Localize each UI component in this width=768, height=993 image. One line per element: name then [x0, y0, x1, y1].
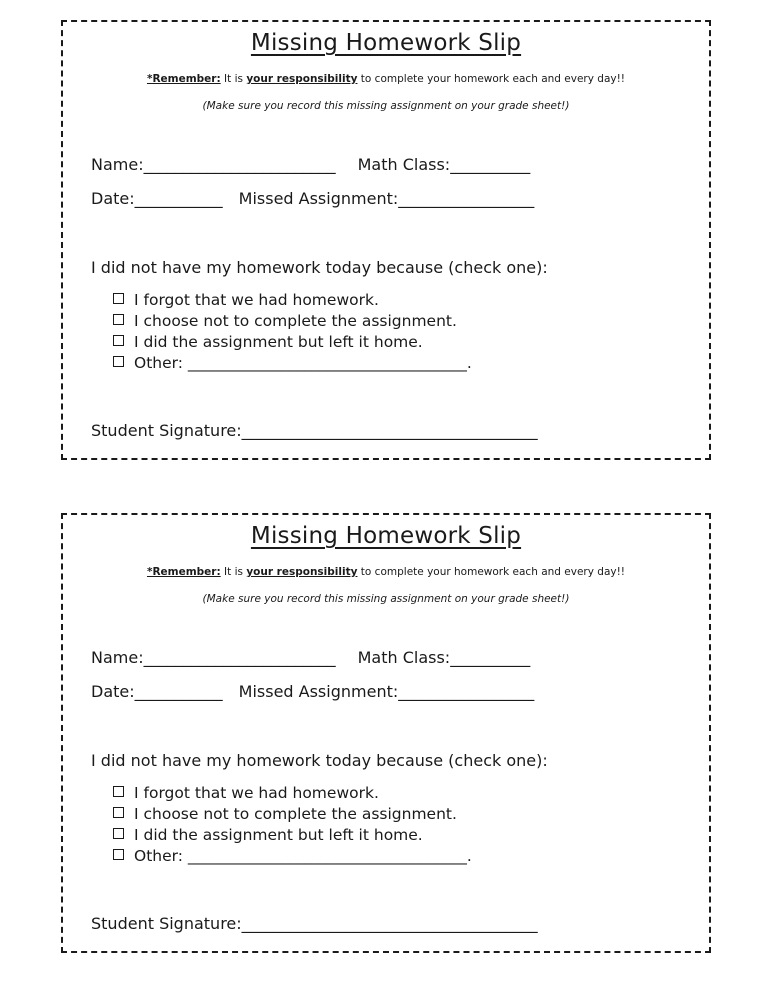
option-label: I did the assignment but left it home.	[134, 826, 423, 844]
date-assignment-row	[91, 682, 534, 701]
reason-options	[113, 783, 472, 867]
option-label: Other: ____________________________________.	[134, 847, 472, 865]
option-label: Other: ____________________________________.	[134, 354, 472, 372]
remember-emphasis: your responsibility	[246, 566, 358, 578]
grade-sheet-note: (Make sure you record this missing assignment on your grade sheet!)	[202, 593, 570, 605]
signature-field[interactable]: Student Signature:_____________________________________	[91, 421, 538, 440]
option-left-home[interactable]	[113, 332, 472, 353]
remember-label: *Remember:	[146, 566, 221, 578]
option-label: I forgot that we had homework.	[134, 784, 379, 802]
remember-line	[63, 566, 709, 578]
checkbox[interactable]	[113, 807, 124, 818]
date-assignment-row	[91, 189, 534, 208]
reason-prompt: I did not have my homework today because (check one):	[91, 751, 548, 770]
reason-prompt: I did not have my homework today because (check one):	[91, 258, 548, 277]
option-choose-not[interactable]	[113, 804, 472, 825]
remember-emphasis: your responsibility	[246, 73, 358, 85]
remember-label: *Remember:	[146, 73, 221, 85]
name-field[interactable]: Name:________________________	[91, 155, 336, 174]
name-field[interactable]: Name:________________________	[91, 648, 336, 667]
missed-assignment-field[interactable]: Missed Assignment:_________________	[238, 682, 535, 701]
date-field[interactable]: Date:___________	[91, 189, 223, 208]
missed-assignment-field[interactable]: Missed Assignment:_________________	[238, 189, 535, 208]
reason-options	[113, 290, 472, 374]
signature-field[interactable]: Student Signature:_____________________________________	[91, 914, 538, 933]
remember-mid: It is	[220, 566, 247, 578]
remember-line	[63, 73, 709, 85]
slip-title: Missing Homework Slip	[250, 30, 522, 56]
checkbox[interactable]	[113, 786, 124, 797]
option-left-home[interactable]	[113, 825, 472, 846]
homework-slip-top	[61, 20, 711, 460]
name-class-row	[91, 648, 530, 667]
checkbox[interactable]	[113, 849, 124, 860]
option-forgot[interactable]	[113, 290, 472, 311]
remember-mid: It is	[220, 73, 247, 85]
remember-rest: to complete your homework each and every day!!	[357, 566, 626, 578]
checkbox[interactable]	[113, 293, 124, 304]
math-class-field[interactable]: Math Class:__________	[357, 648, 531, 667]
homework-slip-bottom	[61, 513, 711, 953]
option-label: I choose not to complete the assignment.	[134, 312, 457, 330]
option-choose-not[interactable]	[113, 311, 472, 332]
option-label: I forgot that we had homework.	[134, 291, 379, 309]
checkbox[interactable]	[113, 356, 124, 367]
option-other[interactable]	[113, 353, 472, 374]
grade-sheet-note: (Make sure you record this missing assignment on your grade sheet!)	[202, 100, 570, 112]
option-other[interactable]	[113, 846, 472, 867]
option-label: I did the assignment but left it home.	[134, 333, 423, 351]
date-field[interactable]: Date:___________	[91, 682, 223, 701]
checkbox[interactable]	[113, 314, 124, 325]
remember-rest: to complete your homework each and every day!!	[357, 73, 626, 85]
option-forgot[interactable]	[113, 783, 472, 804]
name-class-row	[91, 155, 530, 174]
checkbox[interactable]	[113, 335, 124, 346]
checkbox[interactable]	[113, 828, 124, 839]
option-label: I choose not to complete the assignment.	[134, 805, 457, 823]
slip-title: Missing Homework Slip	[250, 523, 522, 549]
math-class-field[interactable]: Math Class:__________	[357, 155, 531, 174]
